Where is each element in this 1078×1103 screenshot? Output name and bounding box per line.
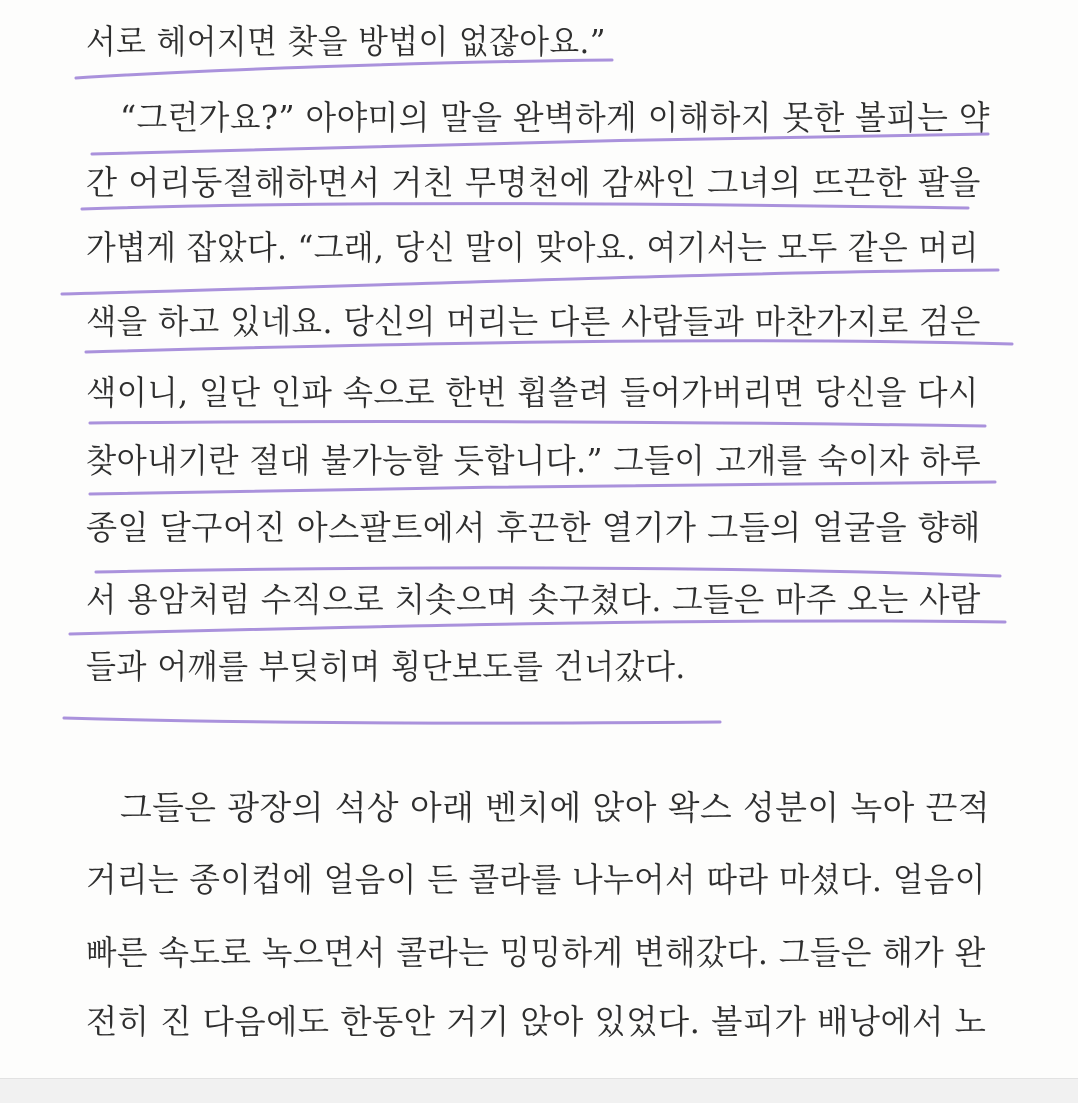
text-line-8: 종일 달구어진 아스팔트에서 후끈한 열기가 그들의 얼굴을 향해 [86, 508, 981, 547]
underline-8 [96, 568, 1000, 576]
text-line-3: 간 어리둥절해하면서 거친 무명천에 감싸인 그녀의 뜨끈한 팔을 [86, 163, 981, 202]
text-line-14: 전히 진 다음에도 한동안 거기 앉아 있었다. 볼피가 배낭에서 노 [86, 1002, 987, 1041]
cut-off-text-line [88, 1066, 988, 1078]
text-line-13: 빠른 속도로 녹으면서 콜라는 밍밍하게 변해갔다. 그들은 해가 완 [86, 933, 986, 972]
text-line-11: 그들은 광장의 석상 아래 벤치에 앉아 왁스 성분이 녹아 끈적 [120, 788, 990, 827]
underline-3 [82, 204, 968, 209]
viewer-bottom-bar [0, 1078, 1078, 1103]
text-line-5: 색을 하고 있네요. 당신의 머리는 다른 사람들과 마찬가지로 검은 [86, 302, 981, 341]
underline-7 [90, 482, 995, 494]
text-line-12: 거리는 종이컵에 얼음이 든 콜라를 나누어서 따라 마셨다. 얼음이 [86, 860, 986, 899]
text-line-10: 들과 어깨를 부딪히며 횡단보도를 건너갔다. [86, 647, 686, 686]
text-line-1: 서로 헤어지면 찾을 방법이 없잖아요.” [86, 22, 606, 61]
text-line-7: 찾아내기란 절대 불가능할 듯합니다.” 그들이 고개를 숙이자 하루 [86, 441, 982, 480]
underline-10 [64, 718, 720, 723]
underline-6 [90, 422, 985, 426]
text-line-4: 가볍게 잡았다. “그래, 당신 말이 맞아요. 여기서는 모두 같은 머리 [86, 228, 979, 267]
underline-4 [62, 270, 998, 294]
underline-1 [76, 60, 612, 78]
text-line-6: 색이니, 일단 인파 속으로 한번 휩쓸려 들어가버리면 당신을 다시 [86, 373, 979, 412]
underline-5 [86, 341, 1012, 352]
text-line-9: 서 용암처럼 수직으로 치솟으며 솟구쳤다. 그들은 마주 오는 사람 [86, 580, 981, 619]
text-line-2: “그런가요?” 아야미의 말을 완벽하게 이해하지 못한 볼피는 약 [120, 98, 990, 137]
underline-9 [70, 621, 1005, 634]
